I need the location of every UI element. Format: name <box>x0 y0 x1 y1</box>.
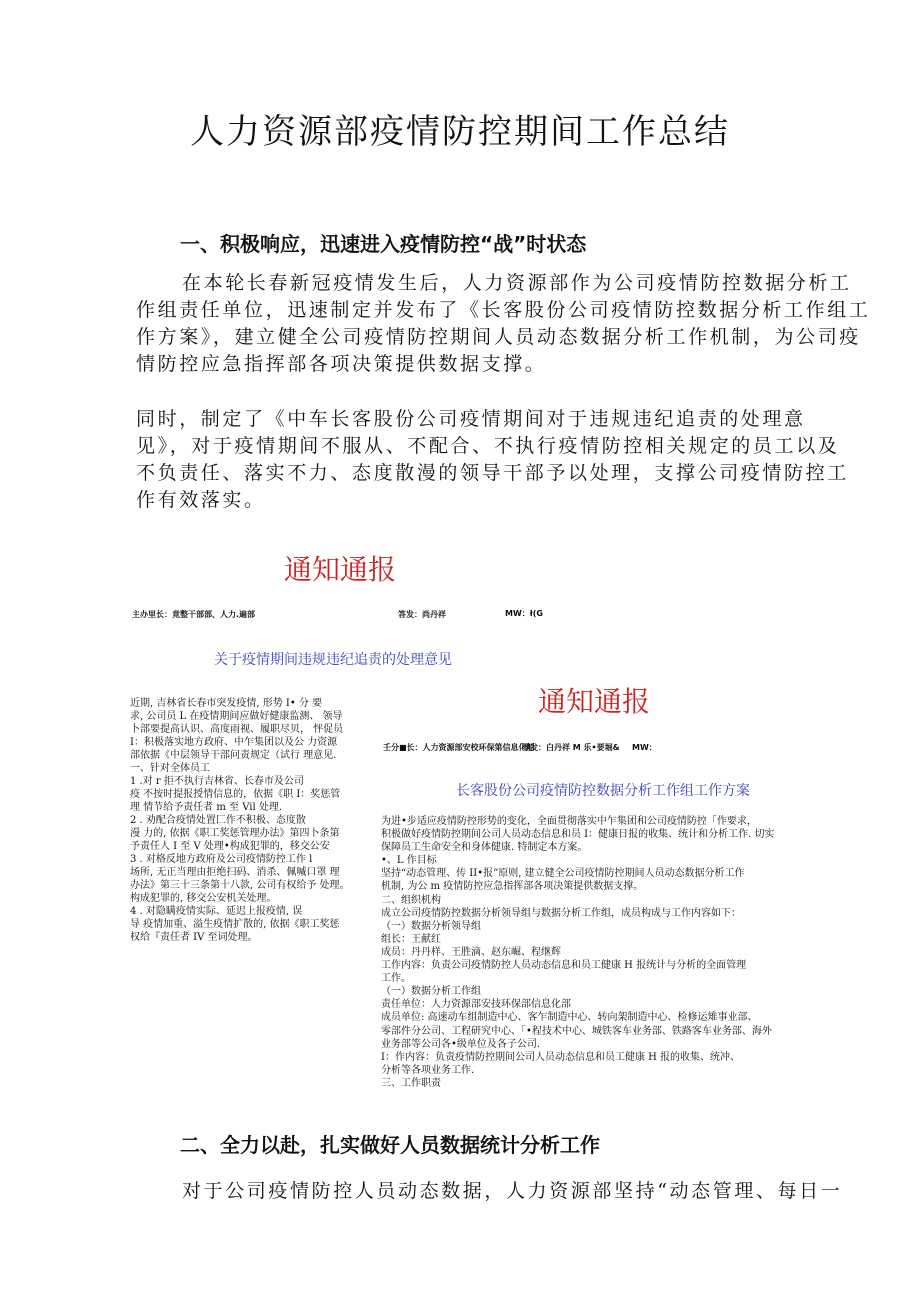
notice-line: 组长：王献红 <box>381 933 441 945</box>
notice-2-meta-mid: 零发：白丹祥 M 乐•要堀& <box>522 743 620 752</box>
paragraph-line: 不负责任、落实不力、态度散漫的领导干部予以处理，支撑公司疫情防控工 <box>136 462 849 484</box>
notice-1-body <box>130 697 350 944</box>
notice-line: 导 疫情加重、溢生疫情扩散的, 依据《职工奖惩 <box>130 919 340 930</box>
notice-line: 为进•步适应疫情防控形势的变化，全面贯彻落实中乍集团和公司疫情防控「作要求， <box>381 816 757 827</box>
notice-line: 积极做好疫情防控期间公司人员动态信息和员 I：健康日报的收集、统计和分析工作. 切实 <box>381 829 775 841</box>
notice-line: 场所, 无正当理由拒绝扫码、消杀、佩喊口罩 理 <box>130 867 340 878</box>
notice-line: 求, 公司员 L 在疫情期间应做好健康监测、 领导 <box>130 711 343 722</box>
notice-line: 业务部等公司各•级单位及各子公司. <box>381 1038 541 1050</box>
paragraph-line: 见》，对于疫情期间不服从、不配合、不执行疫情防控相关规定的员工以及 <box>136 435 840 457</box>
notice-line: 一、针对全体员工 <box>130 763 210 774</box>
notice-line: 3 . 对格反地方政府及公司疫情防控工作 l <box>130 854 313 865</box>
notice-line: 机制, 为公 m 疫情防控应急指挥部各项决策提供数据支撑。 <box>381 881 644 893</box>
notice-line: 零部件分公司、工程研究中心、「•程技术中心、城铁客车业务部、铁路客车业务部、海外 <box>381 1025 772 1037</box>
notice-line: 近期, 吉林省长春市突发疫情, 形势 I• 分 要 <box>130 698 323 709</box>
notice-line: 三、工作职责 <box>381 1077 441 1089</box>
notice-line: 工作内容：负责公司疫情防控人员动态信息和员工健康 H 报统计与分析的全面管理 <box>381 960 747 972</box>
section-1-heading: 一、积极响应，迅速进入疫情防控“战”时状态 <box>180 232 587 256</box>
notice-line: 成员单位: 高速动车组制造中心、客乍制造中心、转向架制造中心、检修运雉事业部、 <box>381 1012 758 1024</box>
notice-line: 二、组织机构 <box>381 894 441 906</box>
notice-line: 卜部要提高认识、高度雨视、履职尽贝， 怦促员 <box>130 724 344 735</box>
notice-line: （一）数据分析领导组 <box>381 920 481 932</box>
notice-line: 1 .对 r 拒不执行吉林省、长春市及公司 <box>130 776 304 787</box>
notice-2-meta-left: 壬分■长：人力资源部安校环保第信息化船 <box>383 743 535 752</box>
notice-2-doc-title: 长客股份公司疫情防控数据分析工作组工作方案 <box>456 783 750 799</box>
paragraph-line: 作方案》，建立健全公司疫情防控期间人员动态数据分析工作机制，为公司疫 <box>136 326 861 348</box>
notice-line: （一）数据分析工作组 <box>381 986 481 998</box>
notice-line: 漫 力的, 依据《职工奖惩管理办法》第四卜条第 <box>130 828 340 839</box>
notice-line: 坚持“动态管理、传 II•报”原则, 建立健全公司疫情防控期间人员动态数据分析工作 <box>381 868 745 880</box>
notice-line: I：作内容：负责疫情防控期间公司人员动态信息和员工健康 H 报的收集、统冲、 <box>381 1051 741 1063</box>
notice-line: 2 . 劝配合疫情处置匚作不积极、态度散 <box>130 815 306 826</box>
notice-line: 部依据《中层领导干部问责规定（试行 理意见. <box>130 750 337 761</box>
section-2-paragraph-1: 对于公司疫情防控人员动态数据，人力资源部坚持“动态管理、每日一 <box>182 1180 843 1202</box>
notice-line: 疫 不按时提报授情信息的，依据《职 I：奖惩管 <box>130 789 341 800</box>
page-title: 人力资源部疫情防控期间工作总结 <box>190 112 730 152</box>
section-1-paragraph-1 <box>136 270 870 378</box>
paragraph-line: 作有效落实。 <box>136 489 266 511</box>
notice-2-meta-right: MW： <box>632 743 657 752</box>
section-1-paragraph-2 <box>136 406 849 514</box>
notice-line: 分析等各项业务工作. <box>381 1064 475 1076</box>
section-2-heading: 二、全力以赴，扎实做好人员数据统计分析工作 <box>180 1133 600 1157</box>
notice-line: 理 情节给予责任者 m 至 Vil 处理. <box>130 802 282 813</box>
notice-line: 保障员工生命安全和身体健康. 特制定本方案。 <box>381 842 588 854</box>
notice-1-meta-right: MW：ł(G <box>505 609 543 618</box>
notice-line: I：积极落实地方政府、中乍集团以及公 力资源 <box>130 737 338 748</box>
notice-1-heading: 通知通报 <box>284 553 397 586</box>
notice-line: 权给『责任者 IV 至词处理。 <box>130 932 258 943</box>
notice-1-meta-mid: 答发：尚丹祥 <box>398 610 446 619</box>
notice-1-meta-left: 主办里长：竟整干部部、人力.遍部 <box>132 610 256 619</box>
notice-line: 成员：丹丹样、王胜滴、赵东崛、程继辉 <box>381 946 561 958</box>
notice-2-heading: 通知通报 <box>538 685 651 718</box>
notice-line: 予责任人 I 至 V 处理•构成犯罪的，移交公安 <box>130 841 330 852</box>
notice-1-doc-title: 关于疫情期间违规违纪追责的处理意见 <box>214 652 452 668</box>
paragraph-line: 作组责任单位，迅速制定并发布了《长客股份公司疫情防控数据分析工作组工 <box>136 299 871 321</box>
paragraph-line: 在本轮长春新冠疫情发生后，人力资源部作为公司疫情防控数据分析工 <box>182 272 852 294</box>
paragraph-line: 情防控应急指挥部各项决策提供数据支撑。 <box>136 353 547 375</box>
notice-line: 责任单位：人力资源部安技环保部信息化部 <box>381 999 571 1011</box>
notice-2-body <box>381 815 775 1090</box>
notice-line: 成立公司疫情防控数据分析领导组与数据分析工作组，成员构成与工作内容如下： <box>381 907 741 919</box>
notice-line: 构成犯罪的, 移交公安机关处理。 <box>130 893 277 904</box>
paragraph-line: 同时，制定了《中车长客股份公司疫情期间对于违规违纪追责的处理意 <box>136 408 806 430</box>
notice-line: 办法》第三十三条第十八款, 公司有权给予 处理。 <box>130 880 350 891</box>
notice-line: •、L 作目标 <box>381 855 437 867</box>
notice-line: 4 . 对隐瞒疫情实际、延迟上报疫情, 误 <box>130 906 303 917</box>
notice-line: 工作。 <box>381 973 411 985</box>
